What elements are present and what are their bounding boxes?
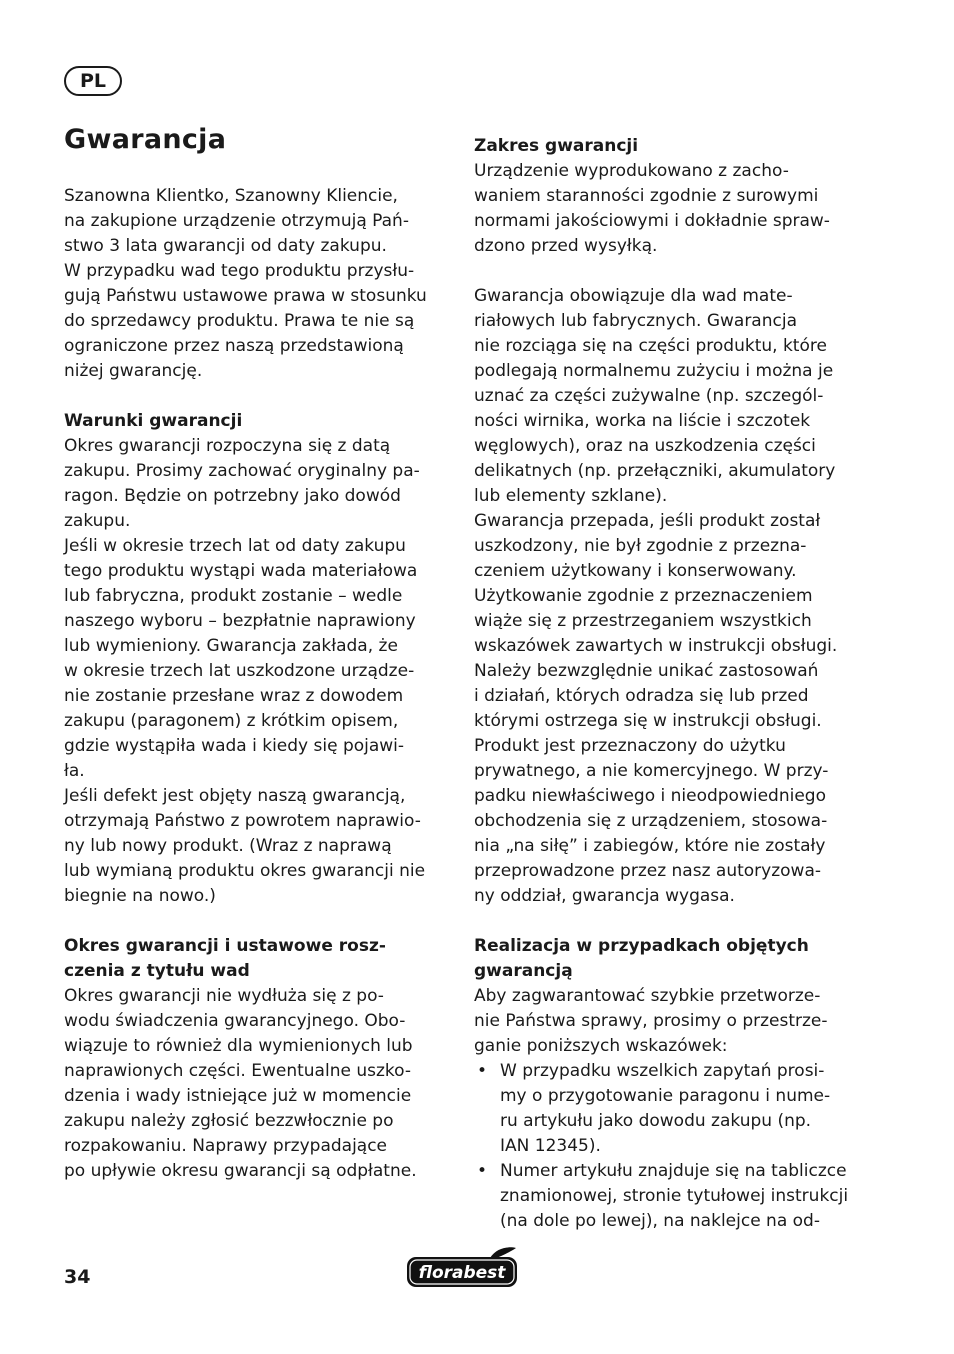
line-text: uznać za części zużywalne (np. szczegól- <box>474 386 824 406</box>
text-line <box>474 1109 859 1134</box>
line-text: my o przygotowanie paragonu i nume- <box>500 1086 831 1106</box>
line-text: po upływie okresu gwarancji są odpłatne. <box>64 1161 417 1181</box>
line-text: naszego wyboru – bezpłatnie naprawiony <box>64 611 416 631</box>
line-text: ograniczone przez naszą przedstawioną <box>64 336 404 356</box>
text-line <box>64 309 449 334</box>
line-text: gują Państwu ustawowe prawa w stosunku <box>64 286 427 306</box>
text-line <box>474 984 859 1009</box>
text-line <box>64 284 449 309</box>
line-text: Należy bezwzględnie unikać zastosowań <box>474 661 819 681</box>
text-line <box>474 509 859 534</box>
line-text: ny lub nowy produkt. (Wraz z naprawą <box>64 836 392 856</box>
text-line <box>64 209 449 234</box>
text-line <box>474 1034 859 1059</box>
text-line <box>64 834 449 859</box>
text-line <box>474 484 859 509</box>
text-line <box>64 484 449 509</box>
line-text: W przypadku wszelkich zapytań prosi- <box>500 1061 825 1081</box>
line-text: Użytkowanie zgodnie z przeznaczeniem <box>474 586 813 606</box>
line-text: Gwarancja przepada, jeśli produkt został <box>474 511 821 531</box>
line-text: stwo 3 lata gwarancji od daty zakupu. <box>64 236 387 256</box>
text-line <box>64 859 449 884</box>
text-line <box>64 1159 449 1184</box>
text-line <box>64 1059 449 1084</box>
bullet-icon: • <box>477 1061 488 1081</box>
text-line <box>474 584 859 609</box>
text-line <box>474 309 859 334</box>
line-text: dzenia i wady istniejące już w momencie <box>64 1086 412 1106</box>
line-text: Jeśli defekt jest objęty naszą gwarancją, <box>64 786 406 806</box>
section-heading <box>64 959 449 984</box>
line-text: obchodzenia się z urządzeniem, stosowa- <box>474 811 828 831</box>
line-text: wiąże się z przestrzeganiem wszystkich <box>474 611 812 631</box>
text-line <box>64 584 449 609</box>
line-text: rozpakowaniu. Naprawy przypadające <box>64 1136 388 1156</box>
text-line <box>64 1109 449 1134</box>
text-line <box>64 1034 449 1059</box>
line-text: lub fabryczna, produkt zostanie – wedle <box>64 586 403 606</box>
line-text: zakupu (paragonem) z krótkim opisem, <box>64 711 399 731</box>
line-text: czeniem użytkowany i konserwowany. <box>474 561 797 581</box>
line-text: Okres gwarancji nie wydłuża się z po- <box>64 986 384 1006</box>
text-line <box>64 734 449 759</box>
text-line <box>64 884 449 909</box>
line-text: podlegają normalnemu zużyciu i można je <box>474 361 834 381</box>
line-text: Jeśli w okresie trzech lat od daty zakupu <box>64 536 406 556</box>
text-line <box>474 1009 859 1034</box>
text-line <box>474 359 859 384</box>
text-line <box>64 334 449 359</box>
line-text: ru artykułu jako dowodu zakupu (np. <box>500 1111 812 1131</box>
text-line <box>474 734 859 759</box>
line-text: (na dole po lewej), na naklejce na od- <box>500 1211 820 1231</box>
bullet-icon: • <box>477 1161 488 1181</box>
text-line <box>474 1209 859 1234</box>
text-line <box>64 1009 449 1034</box>
left-column <box>64 184 449 1184</box>
line-text: IAN 12345). <box>500 1136 601 1156</box>
text-line <box>474 559 859 584</box>
text-line <box>64 359 449 384</box>
line-text: delikatnych (np. przełączniki, akumulatory <box>474 461 836 481</box>
line-text: przeprowadzone przez nasz autoryzowa- <box>474 861 821 881</box>
text-line <box>64 634 449 659</box>
line-text: na zakupione urządzenie otrzymują Pań- <box>64 211 409 231</box>
line-text: W przypadku wad tego produktu przysłu- <box>64 261 415 281</box>
line-text: wodu świadczenia gwarancyjnego. Obo- <box>64 1011 406 1031</box>
line-text: otrzymają Państwo z powrotem naprawio- <box>64 811 421 831</box>
line-text: uszkodzony, nie był zgodnie z przezna- <box>474 536 807 556</box>
text-line <box>474 334 859 359</box>
text-line <box>474 459 859 484</box>
line-text: nie rozciąga się na części produktu, które <box>474 336 827 356</box>
line-text: Numer artykułu znajduje się na tabliczce <box>500 1161 847 1181</box>
line-text: znamionowej, stronie tytułowej instrukcji <box>500 1186 849 1206</box>
line-text: węglowych), oraz na uszkodzenia części <box>474 436 816 456</box>
line-text: do sprzedawcy produktu. Prawa te nie są <box>64 311 415 331</box>
text-line <box>474 609 859 634</box>
line-text: i działań, których odradza się lub przed <box>474 686 809 706</box>
line-text: tego produktu wystąpi wada materiałowa <box>64 561 418 581</box>
line-text: Urządzenie wyprodukowano z zacho- <box>474 161 789 181</box>
line-text: lub elementy szklane). <box>474 486 668 506</box>
line-text: ganie poniższych wskazówek: <box>474 1036 728 1056</box>
text-line <box>64 509 449 534</box>
text-line <box>64 784 449 809</box>
line-text: waniem staranności zgodnie z surowymi <box>474 186 819 206</box>
line-text: biegnie na nowo.) <box>64 886 216 906</box>
line-text: Aby zagwarantować szybkie przetworze- <box>474 986 821 1006</box>
page-title: Gwarancja <box>64 124 227 155</box>
language-badge: PL <box>64 66 122 96</box>
text-line <box>474 709 859 734</box>
line-text: ła. <box>64 761 85 781</box>
text-line <box>64 534 449 559</box>
paragraph-gap <box>474 909 859 934</box>
line-text: niżej gwarancję. <box>64 361 203 381</box>
section-heading <box>474 959 859 984</box>
text-line <box>474 434 859 459</box>
text-line <box>64 984 449 1009</box>
section-heading <box>64 409 449 434</box>
text-line <box>474 209 859 234</box>
text-line <box>474 759 859 784</box>
line-text: Szanowna Klientko, Szanowny Kliencie, <box>64 186 398 206</box>
line-text: riałowych lub fabrycznych. Gwarancja <box>474 311 797 331</box>
line-text: Warunki gwarancji <box>64 411 243 431</box>
paragraph-gap <box>64 909 449 934</box>
line-text: gwarancją <box>474 961 573 981</box>
text-line <box>474 834 859 859</box>
line-text: ny oddział, gwarancja wygasa. <box>474 886 735 906</box>
line-text: dzono przed wysyłką. <box>474 236 658 256</box>
line-text: ności wirnika, worka na liście i szczotek <box>474 411 811 431</box>
line-text: zakupu. Prosimy zachować oryginalny pa- <box>64 461 420 481</box>
line-text: zakupu należy zgłosić bezzwłocznie po <box>64 1111 394 1131</box>
text-line <box>64 709 449 734</box>
text-line <box>474 284 859 309</box>
text-line <box>64 434 449 459</box>
text-line <box>64 659 449 684</box>
line-text: wiązuje to również dla wymienionych lub <box>64 1036 413 1056</box>
bullet-item <box>474 1159 859 1184</box>
line-text: wskazówek zawartych w instrukcji obsługi. <box>474 636 838 656</box>
line-text: normami jakościowymi i dokładnie spraw- <box>474 211 830 231</box>
text-line <box>64 234 449 259</box>
line-text: lub wymianą produktu okres gwarancji nie <box>64 861 426 881</box>
text-line <box>474 859 859 884</box>
logo-text: florabest <box>418 1263 506 1283</box>
text-line <box>474 159 859 184</box>
line-text: czenia z tytułu wad <box>64 961 250 981</box>
text-line <box>474 184 859 209</box>
text-line <box>64 259 449 284</box>
line-text: Gwarancja obowiązuje dla wad mate- <box>474 286 793 306</box>
text-line <box>64 184 449 209</box>
line-text: Produkt jest przeznaczony do użytku <box>474 736 786 756</box>
line-text: zakupu. <box>64 511 131 531</box>
text-line <box>64 684 449 709</box>
text-line <box>474 684 859 709</box>
section-heading <box>474 134 859 159</box>
line-text: nie zostanie przesłane wraz z dowodem <box>64 686 404 706</box>
text-line <box>64 559 449 584</box>
paragraph-gap <box>64 384 449 409</box>
text-line <box>474 1084 859 1109</box>
text-line <box>64 1084 449 1109</box>
text-line <box>64 809 449 834</box>
line-text: Zakres gwarancji <box>474 136 639 156</box>
text-line <box>474 234 859 259</box>
text-line <box>64 759 449 784</box>
page-number: 34 <box>64 1266 91 1288</box>
text-line <box>64 1134 449 1159</box>
text-line <box>474 784 859 809</box>
line-text: Realizacja w przypadkach objętych <box>474 936 809 956</box>
line-text: naprawionych części. Ewentualne uszko- <box>64 1061 411 1081</box>
line-text: gdzie wystąpiła wada i kiedy się pojawi- <box>64 736 405 756</box>
text-line <box>64 609 449 634</box>
right-column <box>474 134 859 1234</box>
florabest-logo <box>404 1244 520 1292</box>
line-text: prywatnego, a nie komercyjnego. W przy- <box>474 761 829 781</box>
line-text: w okresie trzech lat uszkodzone urządze- <box>64 661 415 681</box>
paragraph-gap <box>474 259 859 284</box>
line-text: ragon. Będzie on potrzebny jako dowód <box>64 486 401 506</box>
text-line <box>64 459 449 484</box>
text-line <box>474 809 859 834</box>
line-text: nia „na siłę” i zabiegów, które nie zostały <box>474 836 826 856</box>
bullet-item <box>474 1059 859 1084</box>
text-line <box>474 534 859 559</box>
text-line <box>474 634 859 659</box>
text-line <box>474 1184 859 1209</box>
line-text: padku niewłaściwego i nieodpowiedniego <box>474 786 826 806</box>
line-text: którymi ostrzega się w instrukcji obsługi. <box>474 711 822 731</box>
section-heading <box>64 934 449 959</box>
line-text: Okres gwarancji i ustawowe rosz- <box>64 936 386 956</box>
text-line <box>474 1134 859 1159</box>
text-line <box>474 384 859 409</box>
section-heading <box>474 934 859 959</box>
line-text: lub wymieniony. Gwarancja zakłada, że <box>64 636 398 656</box>
text-line <box>474 409 859 434</box>
line-text: nie Państwa sprawy, prosimy o przestrze- <box>474 1011 828 1031</box>
line-text: Okres gwarancji rozpoczyna się z datą <box>64 436 391 456</box>
text-line <box>474 884 859 909</box>
text-line <box>474 659 859 684</box>
